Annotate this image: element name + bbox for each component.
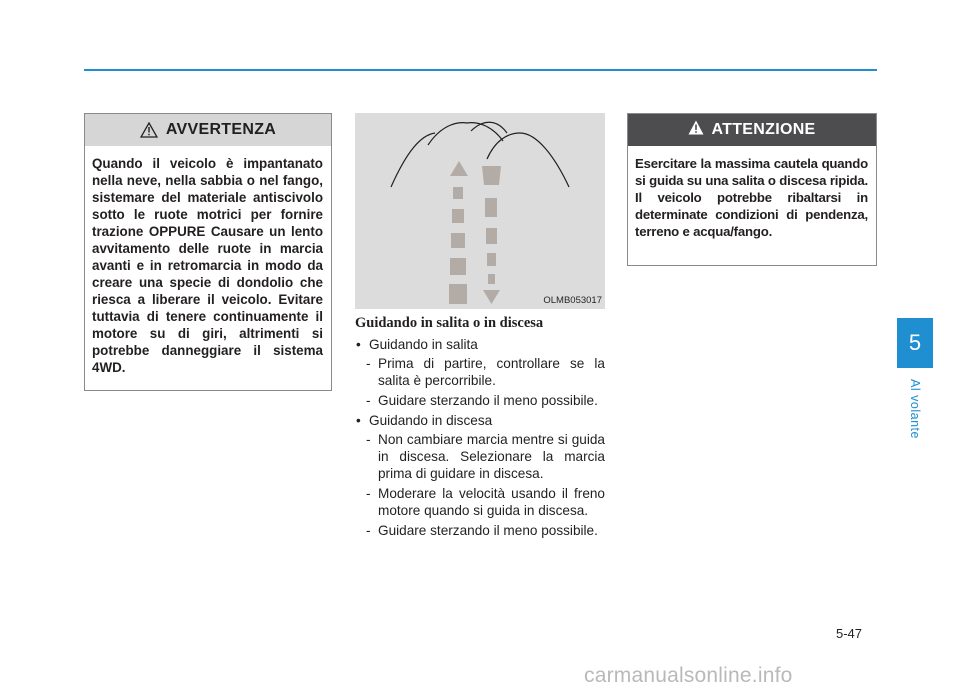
sub-item xyxy=(355,485,605,519)
sub-item-text: Guidare sterzando il meno possibile. xyxy=(378,523,598,538)
warning-triangle-icon xyxy=(140,122,158,138)
sub-item xyxy=(355,522,605,539)
illustration-code: OLMB053017 xyxy=(543,295,602,306)
bullet-dot: • xyxy=(356,337,361,352)
list-item-label: Guidando in discesa xyxy=(369,413,493,428)
chapter-label xyxy=(897,374,933,444)
sub-item xyxy=(355,431,605,482)
sub-item-text: Moderare la velocità usando il freno motore quando si guida in discesa. xyxy=(378,486,605,518)
sub-item-text: Non cambiare marcia mentre si guida in discesa. Selezionare la marcia prima di guidare in discesa. xyxy=(378,432,605,481)
caution-box xyxy=(627,113,877,266)
section-title: Guidando in salita o in discesa xyxy=(355,315,544,331)
caution-triangle-icon xyxy=(688,120,704,140)
dash-mark: - xyxy=(366,523,371,538)
chapter-tab xyxy=(897,318,933,368)
top-rule xyxy=(84,69,877,71)
page-number: 5-47 xyxy=(836,626,863,641)
bullet-dot: • xyxy=(356,413,361,428)
warning-box xyxy=(84,113,332,391)
dash-mark: - xyxy=(366,432,371,447)
instructions-list xyxy=(355,336,605,542)
list-item-label: Guidando in salita xyxy=(369,337,478,352)
warning-text: Quando il veicolo è impantanato nella neve, nella sabbia o nel fango, sistemare del materiale antiscivolo sotto le ruote motrici per fornire trazione OPPURE Causare un lento avvitamento delle ruote in marcia avanti e in retromarcia in modo da creare una specie di dondolio che riesca a liberare il veicolo. Evitare tuttavia di tenere continuamente il motore su di giri, altrimenti si potrebbe danneggiare il sistema 4WD. xyxy=(92,156,323,375)
dash-mark: - xyxy=(366,486,371,501)
sub-item xyxy=(355,355,605,389)
list-item xyxy=(355,336,605,353)
list-item xyxy=(355,412,605,429)
chapter-number: 5 xyxy=(908,330,922,355)
caution-text: Esercitare la massima cautela quando si guida su una salita o discesa ripida. Il veicolo potrebbe ribaltarsi in determinate condizioni di pendenza, terreno e acqua/fango. xyxy=(635,156,868,239)
dash-mark: - xyxy=(366,356,371,371)
sub-item-text: Prima di partire, controllare se la salita è percorribile. xyxy=(378,356,605,388)
caution-header xyxy=(628,114,876,146)
warning-header xyxy=(85,114,331,146)
warning-title: AVVERTENZA xyxy=(165,121,277,138)
caution-title: ATTENZIONE xyxy=(711,121,816,138)
watermark: carmanualsonline.info xyxy=(584,664,793,687)
chapter-title: Al volante xyxy=(908,379,922,439)
dash-mark: - xyxy=(366,393,371,408)
sub-item xyxy=(355,392,605,409)
sub-item-text: Guidare sterzando il meno possibile. xyxy=(378,393,598,408)
hill-arrows-illustration xyxy=(355,113,605,309)
